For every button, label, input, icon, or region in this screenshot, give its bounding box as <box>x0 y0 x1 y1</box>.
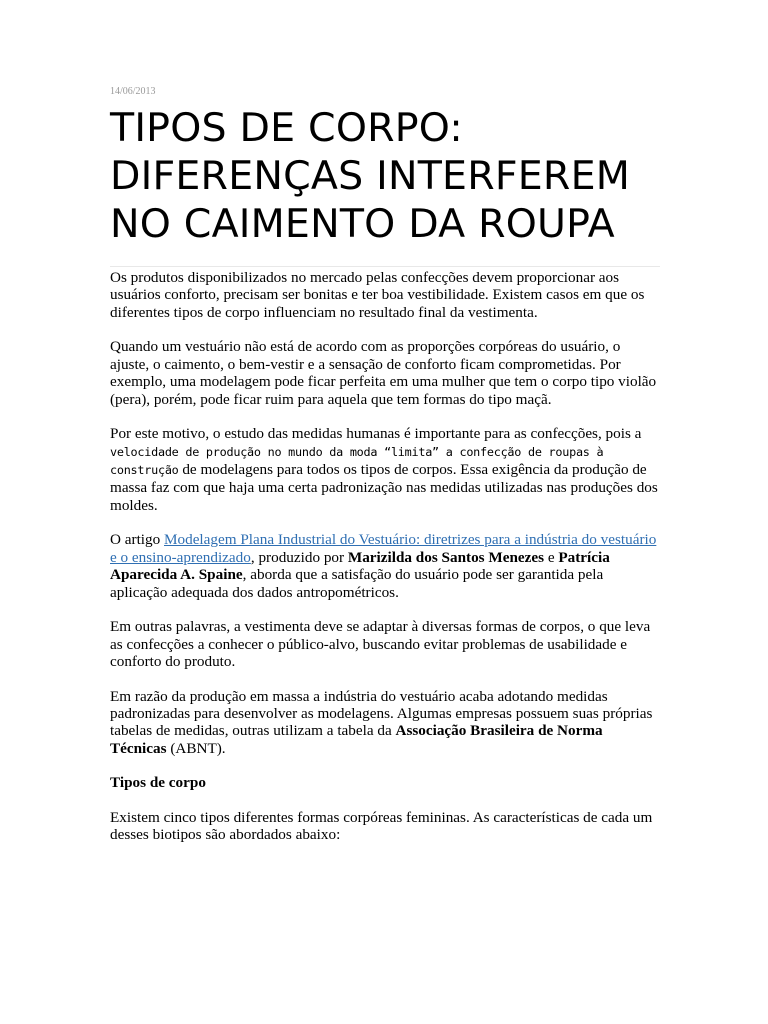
organization-name: Associação Brasileira de Norma Técnicas <box>110 722 603 757</box>
publish-date: 14/06/2013 <box>110 86 156 97</box>
section-heading <box>110 774 662 791</box>
title-line: TIPOS DE CORPO: <box>110 105 463 151</box>
article-link[interactable]: Modelagem Plana Industrial do Vestuário: diretrizes para a indústria do vestuário e o ensino-aprendizado <box>110 531 657 566</box>
paragraph-measurements-end: de modelagens para todos os tipos de corpos. Essa exigência da produção de massa faz com que haja uma certa padronização nas medidas utilizadas nas produções dos moldes. <box>110 461 658 514</box>
paragraph-intro: Os produtos disponibilizados no mercado pelas confecções devem proporcionar aos usuários conforto, precisam ser bonitas e ter boa vestibilidade. Existem casos em que os diferentes tipos de corpo influenciam no resultado final da vestimenta. <box>110 269 645 321</box>
article-body <box>110 269 662 861</box>
standards-suffix: (ABNT). <box>166 739 226 757</box>
paragraph-standards <box>110 688 662 758</box>
reference-and: e <box>544 548 559 566</box>
title-line: NO CAIMENTO DA ROUPA <box>110 201 615 247</box>
author-name: Patrícia Aparecida A. Spaine <box>110 548 610 584</box>
paragraph-measurements <box>110 425 662 514</box>
paragraph-measurements-mono: velocidade de produção no mundo da moda “limita” a confecção de roupas à construção <box>110 444 604 478</box>
article-title <box>110 104 670 248</box>
paragraph-fit: Quando um vestuário não está de acordo com as proporções corpóreas do usuário, o ajuste, o caimento, o bem-vestir e a sensação de conforto ficam comprometidas. Por exemplo, uma modelagem pode ficar perfeita em uma mulher que tem o corpo tipo violão (pera), porém, pode ficar ruim para aquela que tem formas do tipo maçã. <box>110 338 657 408</box>
standards-text: Em razão da produção em massa a indústria do vestuário acaba adotando medidas padronizadas para desenvolver as modelagens. Algumas empresas possuem suas próprias tabelas de medidas, outras utilizam a tabela da <box>110 687 653 740</box>
paragraph-article-reference <box>110 531 662 601</box>
paragraph-body-types: Existem cinco tipos diferentes formas corpóreas femininas. As características de cada um desses biotipos são abordados abaixo: <box>110 809 653 844</box>
paragraph-adaptation: Em outras palavras, a vestimenta deve se adaptar à diversas formas de corpos, o que leva as confecções a conhecer o público-alvo, buscando evitar problemas de usabilidade e conforto do produto. <box>110 618 651 671</box>
reference-prefix: O artigo <box>110 531 164 549</box>
reference-suffix: , aborda que a satisfação do usuário pode ser garantida pela aplicação adequada dos dados antropométricos. <box>110 566 604 601</box>
reference-mid: , produzido por <box>250 548 348 566</box>
author-name: Marizilda dos Santos Menezes <box>347 548 545 566</box>
title-divider <box>110 266 660 267</box>
title-line: DIFERENÇAS INTERFEREM <box>110 153 631 199</box>
section-heading-text: Tipos de corpo <box>110 774 206 792</box>
paragraph-measurements-start: Por este motivo, o estudo das medidas humanas é importante para as confecções, pois a <box>110 425 642 443</box>
